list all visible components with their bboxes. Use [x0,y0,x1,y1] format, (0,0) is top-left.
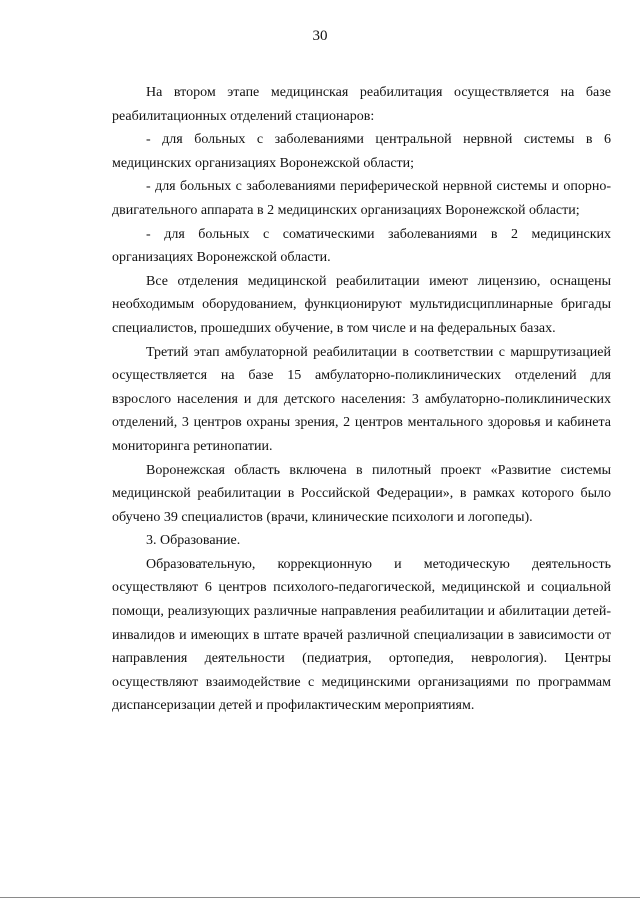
list-item-pns: - для больных с заболеваниями периферической нервной системы и опорно-двигательного аппарата в 2 медицинских организациях Воронежской области; [112,179,611,218]
page-number: 30 [312,28,328,44]
document-body [112,81,611,718]
paragraph-stage-three: Третий этап амбулаторной реабилитации в соответствии с маршрутизацией осуществляется на базе 15 амбулаторно-поликлинических отделений для взрослого населения и для детского населения: 3 амбулаторно-поликлинических отделений, 3 центров охраны зрения, 2 центров ментального здоровья и кабинета мониторинга ретинопатии. [112,344,611,454]
paragraph-stage-two: На втором этапе медицинская реабилитация осуществляется на базе реабилитационных отделений стационаров: [112,85,611,124]
paragraph-education: Образовательную, коррекционную и методическую деятельность осуществляют 6 центров психолого-педагогической, медицинской и социальной помощи, реализующих различные направления реабилитации и абилитации детей-инвалидов и имеющих в штате врачей различной специализации в зависимости от направления деятельности (педиатрия, ортопедия, неврология). Центры осуществляют взаимодействие с медицинскими организациями по программам диспансеризации детей и профилактическим мероприятиям. [112,556,611,714]
paragraph-departments: Все отделения медицинской реабилитации имеют лицензию, оснащены необходимым оборудованием, функционируют мультидисциплинарные бригады специалистов, прошедших обучение, в том числе и на федеральных базах. [112,273,611,336]
list-item-cns: - для больных с заболеваниями центральной нервной системы в 6 медицинских организациях Воронежской области; [112,132,611,171]
bottom-rule [0,897,640,898]
section-heading-education: 3. Образование. [146,533,241,549]
list-item-somatic: - для больных с соматическими заболеваниями в 2 медицинских организациях Воронежской области. [112,226,611,266]
paragraph-pilot-project: Воронежская область включена в пилотный проект «Развитие системы медицинской реабилитации в Российской Федерации», в рамках которого было обучено 39 специалистов (врачи, клинические психологи и логопеды). [112,462,611,525]
